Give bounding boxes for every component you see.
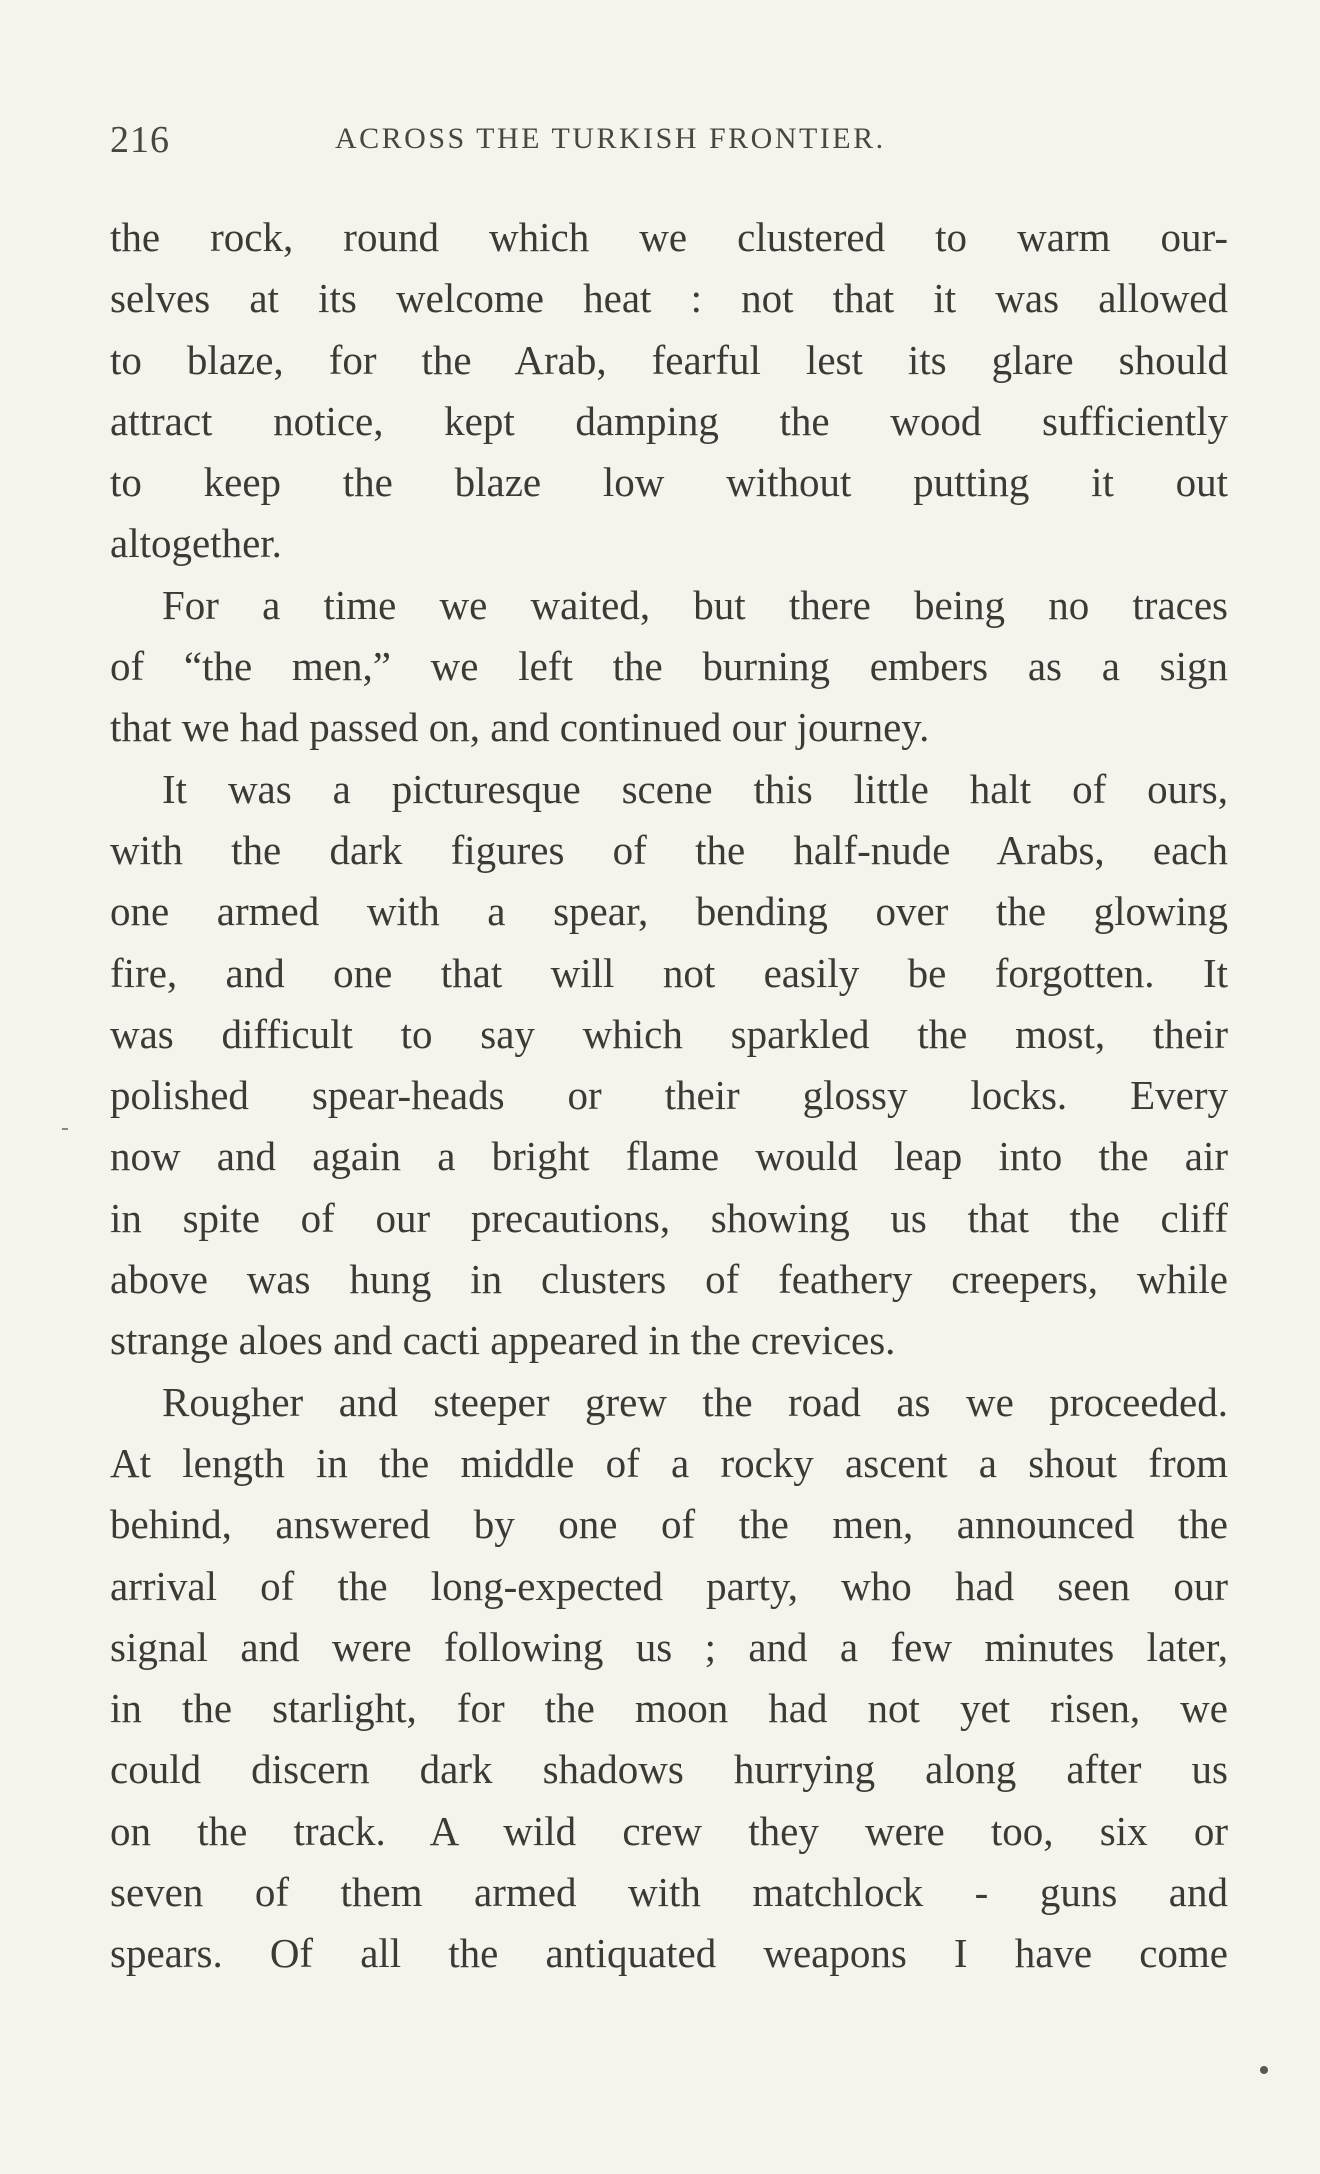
- text-line: selves at its welcome heat : not that it was allowed: [110, 275, 1228, 322]
- running-title: ACROSS THE TURKISH FRONTIER.: [335, 122, 886, 155]
- text-line: spears. Of all the antiquated weapons I have come: [110, 1930, 1228, 1977]
- text-line: in the starlight, for the moon had not yet risen, we: [110, 1685, 1228, 1732]
- ink-speck: [1260, 2066, 1268, 2074]
- text-line: the rock, round which we clustered to warm our-: [110, 214, 1228, 260]
- page-header: [110, 118, 1230, 168]
- text-line: Rougher and steeper grew the road as we proceeded.: [162, 1378, 1228, 1425]
- text-line: It was a picturesque scene this little halt of ours,: [162, 765, 1228, 812]
- text-line: in spite of our precautions, showing us that the cliff: [110, 1194, 1228, 1241]
- text-line: of “the men,” we left the burning embers as a sign: [110, 643, 1228, 690]
- text-line: above was hung in clusters of feathery creepers, while: [110, 1256, 1228, 1303]
- text-line: seven of them armed with matchlock - guns and: [110, 1869, 1228, 1916]
- text-line: fire, and one that will not easily be forgotten. It: [110, 949, 1228, 996]
- text-line: arrival of the long-expected party, who had seen our: [110, 1562, 1228, 1609]
- body-text: [110, 207, 1228, 1985]
- text-line: For a time we waited, but there being no traces: [162, 581, 1228, 628]
- text-line: one armed with a spear, bending over the glowing: [110, 888, 1228, 935]
- text-line: could discern dark shadows hurrying along after us: [110, 1746, 1228, 1793]
- page-number: 216: [110, 119, 170, 161]
- text-line: attract notice, kept damping the wood sufficiently: [110, 397, 1228, 444]
- text-line: to blaze, for the Arab, fearful lest its glare should: [110, 336, 1228, 383]
- text-line: with the dark figures of the half-nude Arabs, each: [110, 826, 1228, 873]
- text-line: signal and were following us ; and a few minutes later,: [110, 1623, 1228, 1670]
- text-line: on the track. A wild crew they were too, six or: [110, 1807, 1228, 1854]
- text-line: At length in the middle of a rocky ascent a shout from: [110, 1439, 1228, 1486]
- margin-mark: [62, 1128, 68, 1130]
- text-line: that we had passed on, and continued our journey.: [110, 704, 930, 751]
- text-line: altogether.: [110, 520, 282, 567]
- text-line: to keep the blaze low without putting it out: [110, 459, 1228, 506]
- text-line: strange aloes and cacti appeared in the crevices.: [110, 1317, 896, 1364]
- text-line: polished spear-heads or their glossy locks. Every: [110, 1072, 1228, 1119]
- text-line: was difficult to say which sparkled the most, their: [110, 1010, 1228, 1057]
- text-line: behind, answered by one of the men, announced the: [110, 1501, 1228, 1548]
- text-line: now and again a bright flame would leap into the air: [110, 1133, 1228, 1180]
